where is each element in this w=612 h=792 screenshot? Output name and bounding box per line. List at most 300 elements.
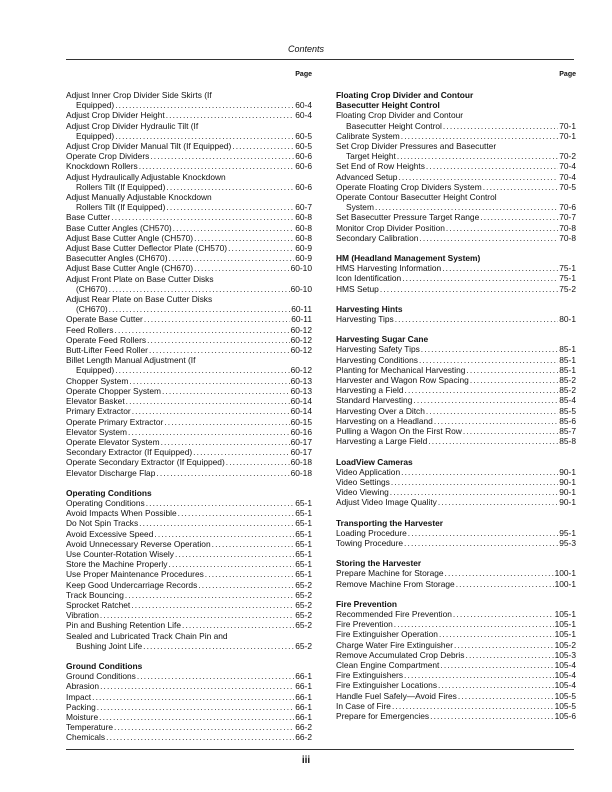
toc-entry[interactable] (66, 263, 312, 273)
dot-leader (426, 406, 558, 416)
toc-entry-title: In Case of Fire (336, 700, 391, 711)
toc-entry-page: 60-18 (290, 467, 312, 478)
toc-entry-page: 60-17 (290, 436, 312, 447)
dot-leader (100, 610, 294, 620)
toc-entry[interactable] (336, 701, 576, 711)
toc-entry[interactable] (336, 284, 576, 294)
toc-entry-page: 105-4 (554, 670, 576, 681)
dot-leader (99, 712, 294, 722)
toc-entry-page: 85-6 (559, 415, 576, 426)
toc-entry-title: Vibration (66, 610, 99, 621)
dot-leader (426, 161, 558, 171)
toc-entry[interactable] (336, 609, 576, 619)
dot-leader (463, 426, 558, 436)
dot-leader (131, 600, 294, 610)
dot-leader (175, 549, 294, 559)
toc-entry-page: 85-2 (559, 375, 576, 386)
toc-entry-page: 85-1 (559, 344, 576, 355)
toc-entry-page: 60-11 (291, 304, 312, 315)
toc-entry-title: Harvesting Over a Ditch (336, 405, 425, 416)
toc-entry[interactable] (336, 151, 576, 161)
toc-entry-page: 60-12 (290, 324, 312, 335)
toc-entry-title: Secondary Extractor (If Equipped) (66, 447, 193, 458)
toc-entry[interactable] (66, 151, 312, 161)
toc-entry[interactable] (66, 110, 312, 120)
toc-entry-title: Ground Conditions (66, 671, 136, 682)
toc-entry-title: Operate Base Cutter (66, 314, 143, 325)
dot-leader (100, 681, 294, 691)
toc-entry-page: 60-12 (290, 334, 312, 345)
toc-entry[interactable] (336, 365, 576, 375)
toc-entry-page: 60-9 (295, 253, 312, 264)
toc-entry[interactable] (66, 253, 312, 263)
toc-entry-title: Video Viewing (336, 487, 389, 498)
toc-entry[interactable] (66, 202, 312, 212)
toc-entry[interactable] (336, 619, 576, 629)
toc-entry[interactable] (66, 681, 312, 691)
dot-leader (456, 579, 554, 589)
toc-entry-title: Abrasion (66, 681, 100, 692)
toc-entry[interactable] (336, 640, 576, 650)
toc-entry[interactable] (66, 447, 312, 457)
toc-entry-page: 65-1 (295, 569, 312, 580)
toc-entry-page: 70-1 (559, 120, 576, 131)
section-title: Fire Prevention (336, 598, 397, 609)
toc-entry-page: 65-1 (295, 538, 312, 549)
toc-entry-title: Fire Extinguishers (336, 670, 404, 681)
dot-leader (413, 395, 558, 405)
toc-entry[interactable] (66, 732, 312, 742)
toc-entry[interactable] (66, 335, 312, 345)
toc-entry-page: 60-13 (290, 375, 312, 386)
dot-leader (128, 427, 290, 437)
toc-entry[interactable] (66, 345, 312, 355)
dot-leader (470, 375, 558, 385)
toc-entry[interactable] (66, 396, 312, 406)
toc-entry-page: 60-7 (295, 202, 312, 213)
toc-entry[interactable] (336, 680, 576, 690)
page-column-label: Page (559, 71, 576, 78)
dot-leader (445, 568, 554, 578)
toc-entry-title: Impact (66, 691, 92, 702)
toc-entry[interactable] (336, 497, 576, 507)
toc-entry-title: Avoid Impacts When Possible (66, 508, 177, 519)
toc-entry[interactable] (66, 406, 312, 416)
toc-entry[interactable] (336, 172, 576, 182)
toc-entry[interactable] (336, 650, 576, 660)
toc-entry-page: 70-5 (559, 181, 576, 192)
toc-entry-page: 60-14 (290, 396, 312, 407)
toc-entry[interactable] (336, 487, 576, 497)
toc-entry-page: 60-15 (290, 416, 312, 427)
toc-entry[interactable] (66, 590, 312, 600)
toc-entry-page: 60-8 (295, 232, 312, 243)
dot-leader (182, 620, 294, 630)
section-title: LoadView Cameras (336, 456, 413, 467)
toc-entry-page: 105-5 (554, 700, 576, 711)
toc-entry-title: Set End of Row Heights (336, 161, 425, 172)
dot-leader (205, 569, 294, 579)
dot-leader (458, 691, 554, 701)
toc-entry-line: Billet Length Manual Adjustment (If (66, 355, 196, 366)
toc-entry-page: 60-11 (291, 314, 312, 325)
toc-entry-page: 75-1 (559, 273, 576, 284)
dot-leader (430, 711, 553, 721)
dot-leader (390, 487, 558, 497)
toc-entry-page: 60-5 (295, 141, 312, 152)
dot-leader (439, 629, 554, 639)
dot-leader (404, 670, 554, 680)
dot-leader (178, 508, 295, 518)
dot-leader (115, 100, 294, 110)
section-title: Floating Crop Divider and Contour (336, 90, 474, 100)
toc-entry-page: 66-1 (295, 711, 312, 722)
toc-entry-title: Operate Primary Extractor (66, 416, 164, 427)
toc-entry[interactable] (66, 702, 312, 712)
dot-leader (147, 335, 290, 345)
dot-leader (166, 110, 295, 120)
toc-entry-title: Fire Extinguisher Operation (336, 629, 438, 640)
dot-leader (168, 559, 294, 569)
toc-entry-page: 85-8 (559, 436, 576, 447)
toc-entry-title: Primary Extractor (66, 406, 131, 417)
dot-leader (162, 386, 290, 396)
dot-leader (137, 671, 294, 681)
dot-leader (144, 314, 290, 324)
dot-leader (483, 182, 559, 192)
toc-entry[interactable] (66, 712, 312, 722)
toc-entry[interactable] (336, 355, 576, 365)
toc-entry-title: Use Proper Maintenance Procedures (66, 569, 204, 580)
dot-leader (465, 650, 553, 660)
dot-leader (154, 529, 294, 539)
toc-entry[interactable] (336, 670, 576, 680)
toc-entry[interactable] (66, 559, 312, 569)
toc-entry-page: 105-1 (554, 608, 576, 619)
toc-entry-page: 66-2 (295, 722, 312, 733)
toc-entry-title: Elevator System (66, 426, 127, 437)
toc-entry[interactable] (336, 233, 576, 243)
toc-entry-page: 70-4 (559, 161, 576, 172)
toc-entry-title: (CH670) (76, 304, 108, 315)
toc-entry-page: 90-1 (559, 487, 576, 498)
toc-entry[interactable] (66, 641, 312, 651)
toc-entry[interactable] (336, 691, 576, 701)
toc-entry-title: Clean Engine Compartment (336, 659, 440, 670)
dot-leader (150, 151, 294, 161)
toc-entry-page: 60-5 (295, 130, 312, 141)
toc-entry-title: Equipped) (76, 100, 115, 111)
dot-leader (443, 121, 558, 131)
dot-leader (166, 202, 294, 212)
dot-leader (126, 396, 290, 406)
section-gap (66, 478, 312, 488)
toc-entry-page: 85-5 (559, 405, 576, 416)
dot-leader (166, 182, 294, 192)
toc-entry-title: Moisture (66, 711, 99, 722)
dot-leader (375, 202, 558, 212)
toc-entry-page: 70-8 (559, 232, 576, 243)
section-title: Storing the Harvester (336, 558, 422, 569)
toc-entry[interactable] (66, 692, 312, 702)
toc-entry[interactable] (66, 600, 312, 610)
dot-leader (446, 223, 558, 233)
toc-entry-page: 75-1 (559, 263, 576, 274)
toc-entry-page: 70-6 (559, 202, 576, 213)
dot-leader (111, 212, 294, 222)
toc-entry-page: 105-5 (554, 690, 576, 701)
toc-entry-page: 85-1 (559, 354, 576, 365)
toc-entry[interactable] (336, 406, 576, 416)
toc-entry-line: Adjust Inner Crop Divider Side Skirts (If (66, 90, 212, 100)
dot-leader (114, 325, 289, 335)
toc-entry[interactable] (66, 427, 312, 437)
toc-entry[interactable] (66, 365, 312, 375)
dot-leader (380, 284, 558, 294)
toc-entry[interactable] (66, 437, 312, 447)
toc-entry[interactable] (66, 233, 312, 243)
toc-entry-page: 105-1 (554, 619, 576, 630)
toc-entry-page: 65-1 (295, 497, 312, 508)
toc-entry-page: 105-4 (554, 659, 576, 670)
toc-entry[interactable] (336, 579, 576, 589)
toc-entry-title: Use Counter-Rotation Wisely (66, 548, 174, 559)
toc-entry-page: 85-7 (559, 426, 576, 437)
dot-leader (194, 263, 289, 273)
dot-leader (453, 609, 554, 619)
toc-entry-line: Sealed and Lubricated Track Chain Pin and (66, 630, 228, 641)
toc-entry-title: Video Application (336, 466, 401, 477)
toc-entry[interactable] (336, 711, 576, 721)
toc-entry-title: Equipped) (76, 130, 115, 141)
toc-entry-page: 65-1 (295, 508, 312, 519)
toc-entry[interactable] (66, 569, 312, 579)
toc-entry[interactable] (66, 161, 312, 171)
toc-entry[interactable] (336, 161, 576, 171)
dot-leader (226, 457, 290, 467)
toc-entry[interactable] (66, 539, 312, 549)
toc-entry[interactable] (336, 375, 576, 385)
toc-entry-page: 70-8 (559, 222, 576, 233)
section-gap (336, 508, 576, 518)
toc-entry-title: Knockdown Rollers (66, 161, 138, 172)
toc-entry-title: Adjust Crop Divider Manual Tilt (If Equipped) (66, 141, 232, 152)
dot-leader (392, 701, 554, 711)
toc-entry[interactable] (336, 416, 576, 426)
toc-entry-title: Basecutter Height Control (346, 120, 442, 131)
toc-entry-page: 60-12 (290, 345, 312, 356)
toc-entry-title: Adjust Crop Divider Height (66, 110, 165, 121)
section-gap (336, 548, 576, 558)
section-title: Transporting the Harvester (336, 517, 444, 528)
toc-entry-title: Avoid Unnecessary Reverse Operation (66, 538, 211, 549)
toc-entry[interactable] (336, 538, 576, 548)
toc-entry-title: Operate Floating Crop Dividers System (336, 181, 482, 192)
dot-leader (156, 468, 289, 478)
toc-entry[interactable] (66, 620, 312, 630)
dot-leader (125, 590, 294, 600)
dot-leader (109, 284, 290, 294)
toc-entry-title: Fire Prevention (336, 619, 393, 630)
toc-entry[interactable] (66, 314, 312, 324)
toc-entry-title: Chemicals (66, 732, 106, 743)
toc-entry-title: Harvesting a Large Field (336, 436, 428, 447)
toc-entry[interactable] (66, 131, 312, 141)
toc-entry[interactable] (66, 518, 312, 528)
toc-entry-page: 60-10 (290, 283, 312, 294)
toc-entry-title: Handle Fuel Safely—Avoid Fires (336, 690, 457, 701)
toc-entry-line: Floating Crop Divider and Contour (336, 110, 464, 121)
toc-entry[interactable] (66, 376, 312, 386)
toc-entry[interactable] (336, 314, 576, 324)
toc-entry-page: 85-4 (559, 395, 576, 406)
toc-entry-page: 100-1 (554, 568, 576, 579)
toc-entry[interactable] (66, 468, 312, 478)
toc-entry[interactable] (336, 629, 576, 639)
toc-entry[interactable] (336, 660, 576, 670)
toc-entry[interactable] (66, 243, 312, 253)
dot-leader (198, 580, 294, 590)
toc-entry-title: Chopper System (66, 375, 129, 386)
toc-entry-title: Harvesting Conditions (336, 354, 418, 365)
dot-leader (232, 141, 294, 151)
dot-leader (419, 233, 558, 243)
toc-entry[interactable] (66, 386, 312, 396)
toc-entry-title: Equipped) (76, 365, 115, 376)
toc-entry[interactable] (336, 202, 576, 212)
toc-entry-title: Advanced Setup (336, 171, 398, 182)
dot-leader (212, 539, 295, 549)
running-header-title: Contents (287, 44, 325, 54)
dot-leader (408, 528, 558, 538)
toc-entry-page: 105-1 (554, 629, 576, 640)
toc-entry[interactable] (66, 529, 312, 539)
toc-entry[interactable] (66, 610, 312, 620)
toc-entry-page: 60-4 (295, 110, 312, 121)
toc-column-left (66, 70, 312, 743)
toc-entry[interactable] (66, 100, 312, 110)
toc-entry-title: Pin and Bushing Retention Life (66, 620, 182, 631)
dot-leader (442, 263, 558, 273)
toc-entry[interactable] (66, 325, 312, 335)
toc-entry[interactable] (66, 722, 312, 732)
dot-leader (109, 304, 291, 314)
toc-entry[interactable] (336, 131, 576, 141)
toc-entry[interactable] (336, 395, 576, 405)
toc-entry[interactable] (66, 304, 312, 314)
toc-entry[interactable] (336, 212, 576, 222)
toc-entry-title: Butt-Lifter Feed Roller (66, 345, 148, 356)
toc-entry[interactable] (66, 212, 312, 222)
toc-entry[interactable] (336, 477, 576, 487)
toc-entry-page: 70-7 (559, 212, 576, 223)
dot-leader (391, 477, 558, 487)
toc-entry[interactable] (336, 528, 576, 538)
toc-entry[interactable] (66, 223, 312, 233)
dot-leader (92, 692, 294, 702)
toc-entry[interactable] (66, 671, 312, 681)
toc-entry[interactable] (66, 549, 312, 559)
toc-entry[interactable] (66, 182, 312, 192)
dot-leader (149, 345, 290, 355)
toc-entry-title: Base Cutter (66, 212, 111, 223)
toc-entry-page: 65-2 (295, 579, 312, 590)
toc-entry-page: 60-8 (295, 222, 312, 233)
toc-entry[interactable] (66, 508, 312, 518)
toc-entry-page: 85-2 (559, 385, 576, 396)
toc-entry-page: 65-2 (295, 640, 312, 651)
dot-leader (164, 417, 289, 427)
dot-leader (143, 641, 294, 651)
toc-entry-title: Operate Chopper System (66, 385, 161, 396)
toc-entry-title: Remove Machine From Storage (336, 578, 455, 589)
toc-entry[interactable] (336, 263, 576, 273)
toc-entry[interactable] (66, 580, 312, 590)
toc-column-right (336, 70, 576, 721)
toc-entry[interactable] (66, 284, 312, 294)
toc-entry-title: Remove Accumulated Crop Debris (336, 649, 465, 660)
toc-entry[interactable] (336, 121, 576, 131)
dot-leader (480, 212, 558, 222)
toc-entry[interactable] (66, 141, 312, 151)
section-gap (336, 589, 576, 599)
toc-entry-title: HMS Harvesting Information (336, 263, 442, 274)
dot-leader (139, 518, 294, 528)
toc-entry[interactable] (336, 568, 576, 578)
toc-entry[interactable] (336, 426, 576, 436)
section-gap (336, 243, 576, 253)
toc-entry-title: Calibrate System (336, 130, 400, 141)
toc-entry[interactable] (66, 457, 312, 467)
dot-leader (454, 640, 554, 650)
toc-entry[interactable] (66, 417, 312, 427)
toc-entry-page: 70-1 (559, 130, 576, 141)
section-title: Harvesting Sugar Cane (336, 334, 429, 345)
toc-entry-title: Packing (66, 701, 96, 712)
toc-entry[interactable] (336, 182, 576, 192)
toc-entry-page: 90-1 (559, 497, 576, 508)
toc-entry-title: Do Not Spin Tracks (66, 518, 139, 529)
toc-entry-page: 60-12 (290, 365, 312, 376)
toc-entry-page: 95-3 (559, 537, 576, 548)
dot-leader (168, 253, 294, 263)
toc-entry-page: 80-1 (559, 314, 576, 325)
toc-entry-title: Rollers Tilt (If Equipped) (76, 202, 166, 213)
toc-entry[interactable] (336, 223, 576, 233)
toc-entry-title: Video Settings (336, 476, 390, 487)
toc-entry-title: HMS Setup (336, 283, 379, 294)
toc-entry-title: Planting for Mechanical Harvesting (336, 364, 466, 375)
dot-leader (434, 416, 558, 426)
footer-rule (66, 749, 574, 750)
toc-entry[interactable] (336, 385, 576, 395)
toc-entry-title: Secondary Calibration (336, 232, 419, 243)
toc-entry-title: Keep Good Undercarriage Records (66, 579, 198, 590)
toc-entry[interactable] (336, 467, 576, 477)
toc-entry-title: Prepare Machine for Storage (336, 568, 444, 579)
toc-entry-page: 105-2 (554, 639, 576, 650)
dot-leader (440, 660, 553, 670)
toc-entry[interactable] (336, 344, 576, 354)
dot-leader (97, 702, 294, 712)
toc-entry[interactable] (66, 498, 312, 508)
toc-entry[interactable] (336, 436, 576, 446)
toc-entry-page: 65-1 (295, 548, 312, 559)
toc-entry-title: Adjust Base Cutter Angle (CH570) (66, 232, 194, 243)
toc-entry-title: Harvester and Wagon Row Spacing (336, 375, 469, 386)
toc-entry[interactable] (336, 273, 576, 283)
toc-entry-title: Avoid Excessive Speed (66, 528, 154, 539)
